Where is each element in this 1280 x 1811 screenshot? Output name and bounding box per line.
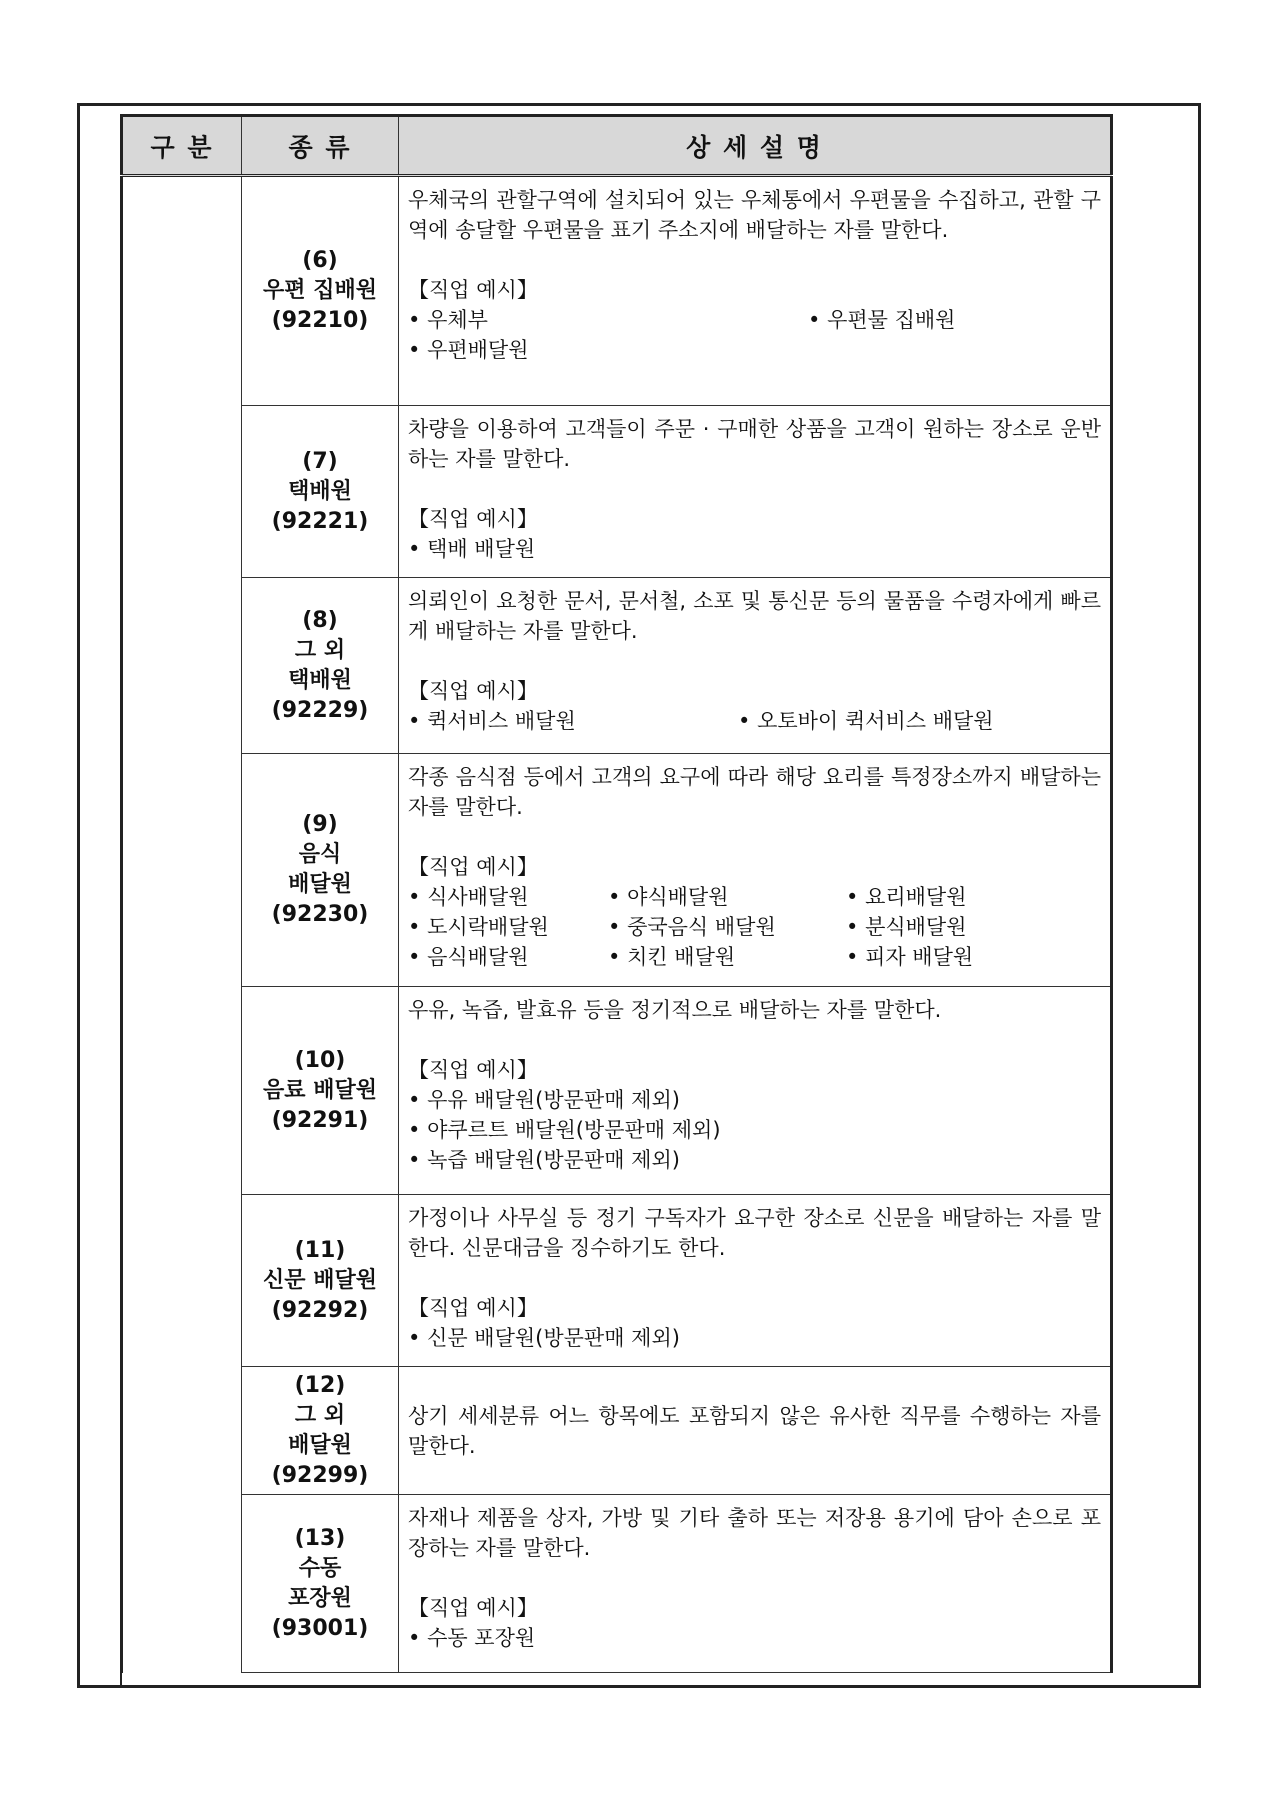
examples-list xyxy=(408,305,1101,365)
example-item: • 야식배달원 xyxy=(608,882,846,912)
type-name: 택배원 xyxy=(288,478,352,504)
header-description: 상 세 설 명 xyxy=(399,116,1112,176)
type-code: (92221) xyxy=(271,508,369,534)
type-cell xyxy=(242,1495,399,1673)
type-number: (10) xyxy=(294,1047,346,1073)
examples-list xyxy=(408,882,1101,972)
table-header-row xyxy=(122,116,1112,176)
table-row xyxy=(122,987,1112,1195)
table-row xyxy=(122,1367,1112,1495)
example-item: • 식사배달원 xyxy=(408,882,608,912)
type-code: (92210) xyxy=(271,308,369,333)
description-text: 가정이나 사무실 등 정기 구독자가 요구한 장소로 신문을 배달하는 자를 말한다. 신문대금을 징수하기도 한다. xyxy=(408,1206,1101,1260)
occupation-table xyxy=(120,114,1113,1673)
type-code: (92292) xyxy=(271,1297,369,1323)
description-cell xyxy=(399,987,1112,1195)
example-item: • 우편배달원 xyxy=(408,335,808,365)
example-item: • 중국음식 배달원 xyxy=(608,912,846,942)
type-name: 그 외 xyxy=(294,637,346,663)
examples-title: 【직업 예시】 xyxy=(408,855,538,879)
examples-list xyxy=(408,706,1101,736)
type-number: (13) xyxy=(294,1525,346,1551)
type-code: (92291) xyxy=(271,1107,369,1133)
table-row xyxy=(122,406,1112,578)
table-row xyxy=(122,1195,1112,1367)
type-name: 우편 집배원 xyxy=(263,278,377,303)
description-text: 차량을 이용하여 고객들이 주문 · 구매한 상품을 고객이 원하는 장소로 운반하는 자를 말한다. xyxy=(408,417,1101,471)
table-row xyxy=(122,1495,1112,1673)
examples-title: 【직업 예시】 xyxy=(408,1058,538,1082)
type-number: (7) xyxy=(302,448,338,474)
type-cell xyxy=(242,754,399,987)
type-cell xyxy=(242,578,399,754)
header-gubun: 구 분 xyxy=(122,116,242,176)
example-item: • 피자 배달원 xyxy=(846,942,1101,972)
examples-title: 【직업 예시】 xyxy=(408,1296,538,1320)
type-number: (11) xyxy=(294,1237,346,1263)
examples-list xyxy=(408,534,1101,564)
examples-title: 【직업 예시】 xyxy=(408,507,538,531)
description-text: 자재나 제품을 상자, 가방 및 기타 출하 또는 저장용 용기에 담아 손으로 포장하는 자를 말한다. xyxy=(408,1506,1101,1560)
type-name: 음식 xyxy=(298,842,342,867)
description-cell xyxy=(399,578,1112,754)
example-item: • 녹즙 배달원(방문판매 제외) xyxy=(408,1145,1101,1175)
example-item: • 야쿠르트 배달원(방문판매 제외) xyxy=(408,1115,1101,1145)
type-number: (8) xyxy=(302,607,338,633)
type-number: (12) xyxy=(294,1372,346,1398)
description-cell xyxy=(399,1195,1112,1367)
type-name: 택배원 xyxy=(288,667,352,693)
type-code: (92229) xyxy=(271,697,369,723)
example-item: • 오토바이 퀵서비스 배달원 xyxy=(738,706,1101,736)
example-item: • 음식배달원 xyxy=(408,942,608,972)
type-number: (6) xyxy=(302,248,338,273)
description-cell xyxy=(399,754,1112,987)
gubun-cell xyxy=(122,176,242,1673)
description-text: 우유, 녹즙, 발효유 등을 정기적으로 배달하는 자를 말한다. xyxy=(408,998,942,1022)
description-cell xyxy=(399,1495,1112,1673)
example-item: • 우체부 xyxy=(408,305,808,335)
examples-list xyxy=(408,1623,1101,1653)
example-item: • 신문 배달원(방문판매 제외) xyxy=(408,1323,1101,1353)
example-item: • 분식배달원 xyxy=(846,912,1101,942)
header-type: 종 류 xyxy=(242,116,399,176)
type-code: (92299) xyxy=(271,1462,369,1488)
type-name: 음료 배달원 xyxy=(263,1077,377,1103)
examples-list xyxy=(408,1323,1101,1353)
examples-list xyxy=(408,1085,1101,1175)
example-item: • 우편물 집배원 xyxy=(808,305,1101,335)
examples-title: 【직업 예시】 xyxy=(408,679,538,703)
example-item: • 도시락배달원 xyxy=(408,912,608,942)
examples-title: 【직업 예시】 xyxy=(408,278,538,302)
example-item: • 퀵서비스 배달원 xyxy=(408,706,738,736)
description-cell xyxy=(399,406,1112,578)
type-cell xyxy=(242,176,399,406)
type-name: 포장원 xyxy=(288,1585,352,1611)
type-name: 배달원 xyxy=(288,1432,352,1458)
example-item: • 택배 배달원 xyxy=(408,534,1101,564)
example-item: • 요리배달원 xyxy=(846,882,1101,912)
type-name: 수동 xyxy=(298,1555,342,1581)
type-cell xyxy=(242,406,399,578)
example-item: • 우유 배달원(방문판매 제외) xyxy=(408,1085,1101,1115)
description-text: 우체국의 관할구역에 설치되어 있는 우체통에서 우편물을 수집하고, 관할 구역에 송달할 우편물을 표기 주소지에 배달하는 자를 말한다. xyxy=(408,188,1101,242)
table-row xyxy=(122,754,1112,987)
description-cell xyxy=(399,1367,1112,1495)
type-cell xyxy=(242,1367,399,1495)
continuation-line xyxy=(120,1640,122,1686)
type-code: (93001) xyxy=(271,1615,369,1641)
type-name: 배달원 xyxy=(288,872,352,897)
table-row xyxy=(122,176,1112,406)
example-item: • 수동 포장원 xyxy=(408,1623,1101,1653)
table-row xyxy=(122,578,1112,754)
description-cell xyxy=(399,176,1112,406)
description-text: 의뢰인이 요청한 문서, 문서철, 소포 및 통신문 등의 물품을 수령자에게 빠르게 배달하는 자를 말한다. xyxy=(408,589,1101,643)
description-text: 상기 세세분류 어느 항목에도 포함되지 않은 유사한 직무를 수행하는 자를 말한다. xyxy=(408,1403,1101,1458)
type-number: (9) xyxy=(302,812,338,837)
type-cell xyxy=(242,987,399,1195)
examples-title: 【직업 예시】 xyxy=(408,1596,538,1620)
type-code: (92230) xyxy=(271,902,369,927)
type-name: 신문 배달원 xyxy=(263,1267,377,1293)
description-text: 각종 음식점 등에서 고객의 요구에 따라 해당 요리를 특정장소까지 배달하는 자를 말한다. xyxy=(408,765,1101,819)
type-name: 그 외 xyxy=(294,1402,346,1428)
example-item: • 치킨 배달원 xyxy=(608,942,846,972)
type-cell xyxy=(242,1195,399,1367)
